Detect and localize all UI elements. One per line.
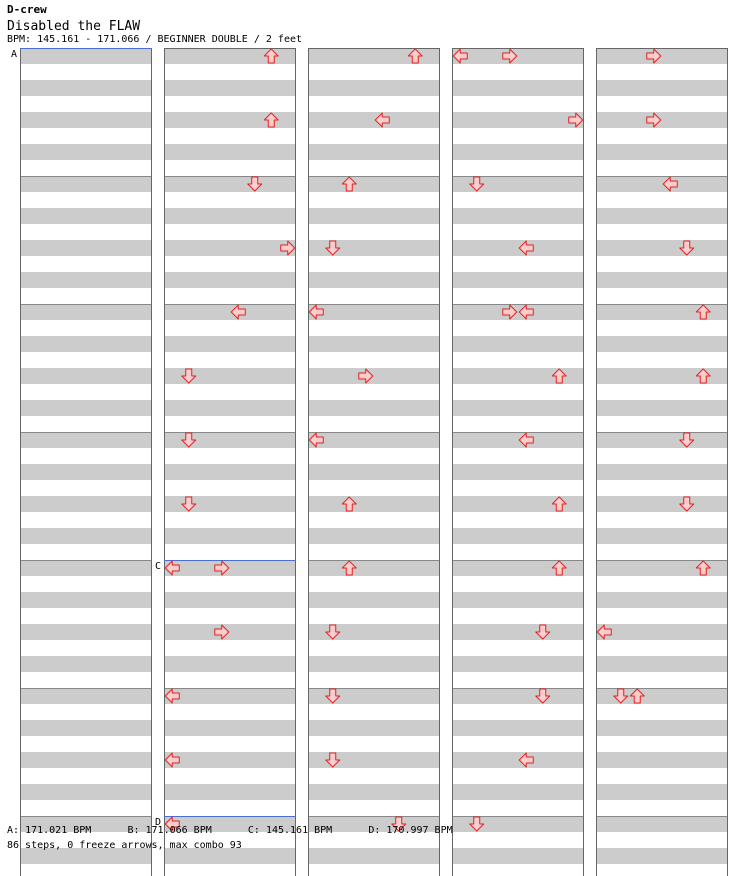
beat-stripe: [452, 688, 584, 704]
beat-stripe: [20, 656, 152, 672]
beat-stripe: [20, 400, 152, 416]
bpm-legend-b-value: 171.066 BPM: [145, 825, 212, 836]
beat-stripe: [20, 464, 152, 480]
bpm-legend-c-label: C: [247, 825, 254, 836]
beat-stripe: [308, 368, 440, 384]
chart-column: [596, 48, 728, 876]
beat-stripe: [20, 784, 152, 800]
beat-stripe: [20, 624, 152, 640]
beat-stripe: [596, 720, 728, 736]
beat-stripe: [596, 624, 728, 640]
beat-stripe: [20, 528, 152, 544]
chart-column: [308, 48, 440, 876]
beat-stripe: [596, 496, 728, 512]
beat-stripe: [164, 80, 296, 96]
beat-stripe: [308, 176, 440, 192]
beat-stripe: [452, 752, 584, 768]
column-border: [597, 49, 728, 876]
beat-stripe: [596, 528, 728, 544]
chart-column: [20, 48, 152, 876]
beat-stripe: [164, 336, 296, 352]
column-border: [309, 49, 440, 876]
beat-stripe: [20, 240, 152, 256]
beat-stripe: [452, 112, 584, 128]
beat-stripe: [452, 784, 584, 800]
beat-stripe: [164, 528, 296, 544]
bpm-legend: A: 171.021 BPM B: 171.066 BPM C: 145.161 BPM D: 170.997 BPM: [7, 825, 453, 836]
beat-stripe: [20, 176, 152, 192]
bpm-legend-a-value: 171.021 BPM: [25, 825, 92, 836]
beat-stripe: [308, 208, 440, 224]
beat-stripe: [164, 752, 296, 768]
beat-stripe: [20, 432, 152, 448]
beat-stripe: [308, 464, 440, 480]
beat-stripe: [452, 208, 584, 224]
bpm-legend-c-value: 145.161 BPM: [265, 825, 333, 836]
beat-stripe: [596, 816, 728, 832]
beat-stripe: [596, 240, 728, 256]
beat-stripe: [308, 272, 440, 288]
beat-stripe: [164, 784, 296, 800]
beat-stripe: [596, 400, 728, 416]
bpm-change-label: C: [155, 561, 162, 572]
beat-stripe: [164, 144, 296, 160]
beat-stripe: [596, 752, 728, 768]
beat-stripe: [596, 272, 728, 288]
beat-stripe: [20, 336, 152, 352]
bpm-legend-a-label: A: [7, 825, 14, 836]
beat-stripe: [308, 496, 440, 512]
beat-stripe: [164, 592, 296, 608]
beat-stripe: [596, 112, 728, 128]
beat-stripe: [164, 272, 296, 288]
beat-stripe: [308, 848, 440, 864]
beat-stripe: [452, 400, 584, 416]
beat-stripe: [20, 560, 152, 576]
beat-stripe: [596, 432, 728, 448]
beat-stripe: [452, 432, 584, 448]
beat-stripe: [596, 784, 728, 800]
beat-stripe: [164, 688, 296, 704]
beat-stripe: [164, 720, 296, 736]
beat-stripe: [20, 592, 152, 608]
bpm-legend-b-label: B: [127, 825, 134, 836]
beat-stripe: [452, 848, 584, 864]
beat-stripe: [308, 656, 440, 672]
column-border: [165, 49, 296, 876]
step-summary: 86 steps, 0 freeze arrows, max combo 93: [7, 840, 242, 851]
beat-stripe: [308, 528, 440, 544]
beat-stripe: [596, 592, 728, 608]
beat-stripe: [452, 48, 584, 64]
beat-stripe: [164, 208, 296, 224]
beat-stripe: [452, 144, 584, 160]
beat-stripe: [20, 144, 152, 160]
beat-stripe: [452, 304, 584, 320]
beat-stripe: [308, 592, 440, 608]
beat-stripe: [164, 656, 296, 672]
beat-stripe: [452, 240, 584, 256]
beat-stripe: [308, 112, 440, 128]
beat-stripe: [596, 48, 728, 64]
beat-stripe: [20, 496, 152, 512]
beat-stripe: [164, 464, 296, 480]
beat-stripe: [308, 560, 440, 576]
bpm-legend-d-label: D: [368, 825, 375, 836]
beat-stripe: [20, 720, 152, 736]
beat-stripe: [308, 720, 440, 736]
beat-stripe: [452, 272, 584, 288]
beat-stripe: [452, 624, 584, 640]
beat-stripe: [596, 208, 728, 224]
beat-stripe: [20, 48, 152, 64]
beat-stripe: [20, 304, 152, 320]
beat-stripe: [452, 592, 584, 608]
beat-stripe: [596, 656, 728, 672]
beat-stripe: [20, 688, 152, 704]
bpm-change-label: A: [11, 49, 18, 60]
bpm-legend-d-value: 170.997 BPM: [386, 825, 453, 836]
beat-stripe: [596, 176, 728, 192]
beat-stripe: [596, 144, 728, 160]
beat-stripe: [164, 304, 296, 320]
artist-name: D-crew: [7, 3, 47, 16]
chart-column: [452, 48, 584, 876]
beat-stripe: [596, 464, 728, 480]
beat-stripe: [596, 336, 728, 352]
beat-stripe: [596, 848, 728, 864]
beat-stripe: [164, 624, 296, 640]
beat-stripe: [164, 176, 296, 192]
beat-stripe: [596, 80, 728, 96]
beat-stripe: [308, 400, 440, 416]
beat-stripe: [308, 80, 440, 96]
beat-stripe: [452, 720, 584, 736]
bpm-change-label: D: [155, 817, 162, 828]
beat-stripe: [164, 560, 296, 576]
column-border: [453, 49, 584, 876]
beat-stripe: [20, 272, 152, 288]
song-title: Disabled the FLAW: [7, 19, 141, 34]
beat-stripe: [452, 528, 584, 544]
beat-stripe: [308, 784, 440, 800]
beat-stripe: [452, 656, 584, 672]
beat-stripe: [452, 336, 584, 352]
beat-stripe: [308, 304, 440, 320]
beat-stripe: [20, 368, 152, 384]
chart-info: BPM: 145.161 - 171.066 / BEGINNER DOUBLE / 2 feet: [7, 34, 303, 45]
beat-stripe: [308, 336, 440, 352]
beat-stripe: [20, 752, 152, 768]
beat-stripe: [20, 208, 152, 224]
column-border: [21, 49, 152, 876]
beat-stripe: [20, 80, 152, 96]
beat-stripe: [452, 464, 584, 480]
beat-stripe: [164, 240, 296, 256]
beat-stripe: [308, 144, 440, 160]
beat-stripe: [164, 400, 296, 416]
chart-column: [164, 48, 296, 876]
beat-stripe: [20, 112, 152, 128]
beat-stripe: [308, 432, 440, 448]
beat-stripe: [452, 80, 584, 96]
